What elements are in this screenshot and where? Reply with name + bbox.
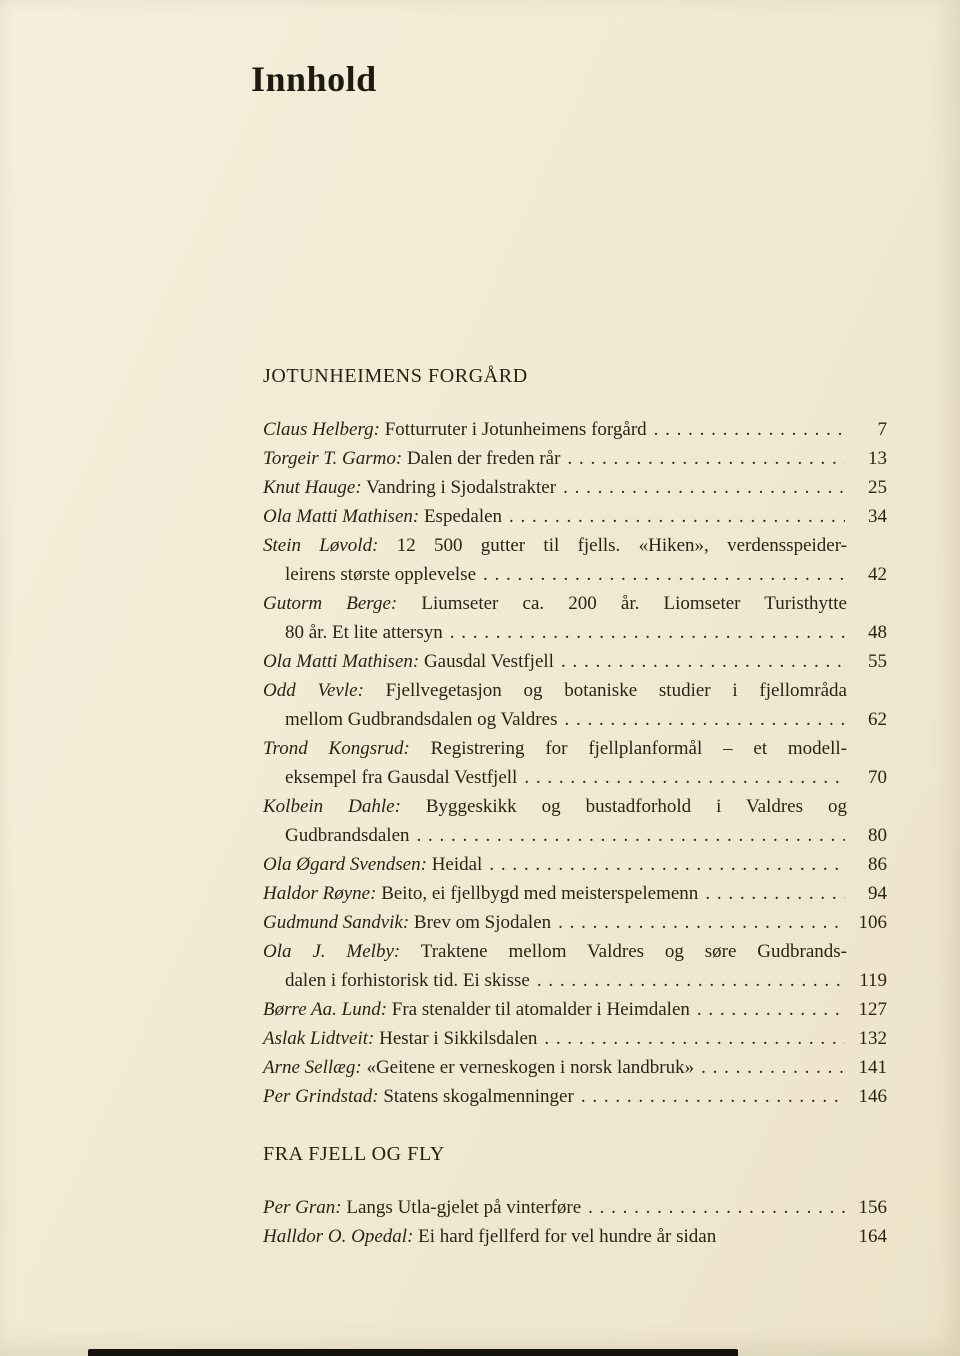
entry-line bbox=[263, 560, 887, 589]
entry-text: Ola Matti Mathisen: Gausdal Vestfjell bbox=[263, 651, 554, 672]
entry-page-number: 127 bbox=[858, 999, 887, 1020]
toc-entry bbox=[263, 937, 887, 995]
entry-line bbox=[263, 1082, 887, 1111]
entry-line bbox=[263, 879, 887, 908]
entry-line bbox=[263, 676, 887, 705]
entry-author: Kolbein Dahle: bbox=[263, 796, 401, 817]
dot-leader bbox=[558, 908, 845, 937]
toc-entry bbox=[263, 879, 887, 908]
entry-line bbox=[263, 444, 887, 473]
toc-entry bbox=[263, 1053, 887, 1082]
dot-leader bbox=[567, 444, 845, 473]
entry-line bbox=[263, 792, 887, 821]
table-of-contents bbox=[263, 364, 887, 1251]
entry-author: Haldor Røyne: bbox=[263, 883, 377, 904]
dot-leader bbox=[483, 560, 845, 589]
entry-author: Knut Hauge: bbox=[263, 477, 362, 498]
toc-section bbox=[263, 364, 887, 1111]
toc-entry bbox=[263, 444, 887, 473]
entry-text: Ola Øgard Svendsen: Heidal bbox=[263, 854, 483, 875]
entry-text: dalen i forhistorisk tid. Ei skisse bbox=[285, 970, 530, 991]
entry-author: Claus Helberg: bbox=[263, 419, 380, 440]
entry-text: Børre Aa. Lund: Fra stenalder til atomalder i Heimdalen bbox=[263, 999, 690, 1020]
entry-text: Knut Hauge: Vandring i Sjodalstrakter bbox=[263, 477, 557, 498]
entry-text: Gudmund Sandvik: Brev om Sjodalen bbox=[263, 912, 552, 933]
entry-line bbox=[263, 415, 887, 444]
toc-entry bbox=[263, 1193, 887, 1222]
entry-text: Haldor Røyne: Beito, ei fjellbygd med meisterspelemenn bbox=[263, 883, 699, 904]
entry-page-number: 7 bbox=[877, 419, 887, 440]
entry-page-number: 42 bbox=[868, 564, 887, 585]
toc-entry bbox=[263, 415, 887, 444]
entry-line bbox=[263, 618, 887, 647]
dot-leader bbox=[564, 705, 845, 734]
entry-text: Arne Sellæg: «Geitene er verneskogen i norsk landbruk» bbox=[263, 1057, 695, 1078]
entry-page-number: 164 bbox=[858, 1226, 887, 1247]
entry-text: Trond Kongsrud: Registrering for fjellplanformål – et modell- bbox=[263, 738, 848, 759]
entry-text: Per Gran: Langs Utla-gjelet på vinterføre bbox=[263, 1197, 582, 1218]
scan-edge-artifact bbox=[88, 1349, 738, 1356]
entry-line bbox=[263, 908, 887, 937]
toc-entry bbox=[263, 1082, 887, 1111]
entry-text: Ola Matti Mathisen: Espedalen bbox=[263, 506, 503, 527]
toc-entry bbox=[263, 792, 887, 850]
entry-author: Ola J. Melby: bbox=[263, 941, 401, 962]
page-title: Innhold bbox=[251, 59, 377, 99]
dot-leader bbox=[701, 1053, 845, 1082]
entry-author: Per Grindstad: bbox=[263, 1086, 379, 1107]
entry-line bbox=[263, 502, 887, 531]
entry-line bbox=[263, 1222, 887, 1251]
entry-page-number: 94 bbox=[868, 883, 887, 904]
entry-text: 80 år. Et lite attersyn bbox=[285, 622, 443, 643]
entry-line bbox=[263, 1024, 887, 1053]
entry-line bbox=[263, 589, 887, 618]
entry-author: Ola Matti Mathisen: bbox=[263, 651, 420, 672]
entry-page-number: 55 bbox=[868, 651, 887, 672]
entry-text: Aslak Lidtveit: Hestar i Sikkilsdalen bbox=[263, 1028, 538, 1049]
entry-text: Torgeir T. Garmo: Dalen der freden rår bbox=[263, 448, 561, 469]
entry-line bbox=[263, 1193, 887, 1222]
entry-text: leirens største opplevelse bbox=[285, 564, 477, 585]
entry-page-number: 70 bbox=[868, 767, 887, 788]
entry-line bbox=[263, 705, 887, 734]
entry-author: Gudmund Sandvik: bbox=[263, 912, 410, 933]
section-heading: FRA FJELL OG FLY bbox=[263, 1143, 445, 1165]
entry-text: Claus Helberg: Fotturruter i Jotunheimens forgård bbox=[263, 419, 647, 440]
entry-line bbox=[263, 734, 887, 763]
section-heading: JOTUNHEIMENS FORGÅRD bbox=[263, 365, 528, 387]
entry-text: Ola J. Melby: Traktene mellom Valdres og søre Gudbrands- bbox=[263, 941, 848, 962]
entry-author: Arne Sellæg: bbox=[263, 1057, 362, 1078]
entry-page-number: 86 bbox=[868, 854, 887, 875]
entry-page-number: 106 bbox=[858, 912, 887, 933]
toc-entry bbox=[263, 531, 887, 589]
toc-entry bbox=[263, 676, 887, 734]
entry-page-number: 25 bbox=[868, 477, 887, 498]
toc-section bbox=[263, 1142, 887, 1251]
entry-line bbox=[263, 937, 887, 966]
dot-leader bbox=[705, 879, 845, 908]
entry-page-number: 141 bbox=[858, 1057, 887, 1078]
toc-entry bbox=[263, 473, 887, 502]
dot-leader bbox=[489, 850, 845, 879]
toc-entry bbox=[263, 908, 887, 937]
entry-line bbox=[263, 647, 887, 676]
toc-entry bbox=[263, 1222, 887, 1251]
entry-text: Stein Løvold: 12 500 gutter til fjells. «Hiken», verdensspeider- bbox=[263, 535, 847, 556]
dot-leader bbox=[654, 415, 845, 444]
entry-text: mellom Gudbrandsdalen og Valdres bbox=[285, 709, 558, 730]
entry-page-number: 34 bbox=[868, 506, 887, 527]
entry-line bbox=[263, 763, 887, 792]
dot-leader bbox=[509, 502, 845, 531]
entry-page-number: 119 bbox=[859, 970, 887, 991]
dot-leader bbox=[697, 995, 845, 1024]
dot-leader bbox=[524, 763, 845, 792]
toc-entry bbox=[263, 647, 887, 676]
entry-line bbox=[263, 821, 887, 850]
entry-text: Odd Vevle: Fjellvegetasjon og botaniske studier i fjellområda bbox=[263, 680, 847, 701]
entry-page-number: 62 bbox=[868, 709, 887, 730]
entry-page-number: 13 bbox=[868, 448, 887, 469]
toc-entry bbox=[263, 734, 887, 792]
entry-author: Ola Matti Mathisen: bbox=[263, 506, 420, 527]
entry-page-number: 132 bbox=[858, 1028, 887, 1049]
entry-page-number: 48 bbox=[868, 622, 887, 643]
entry-line bbox=[263, 531, 887, 560]
dot-leader bbox=[537, 966, 845, 995]
entry-line bbox=[263, 1053, 887, 1082]
entry-page-number: 80 bbox=[868, 825, 887, 846]
entry-author: Per Gran: bbox=[263, 1197, 342, 1218]
entry-author: Gutorm Berge: bbox=[263, 593, 398, 614]
dot-leader bbox=[561, 647, 845, 676]
entry-author: Stein Løvold: bbox=[263, 535, 379, 556]
dot-leader bbox=[544, 1024, 845, 1053]
entry-author: Trond Kongsrud: bbox=[263, 738, 410, 759]
dot-leader bbox=[417, 821, 845, 850]
entry-author: Torgeir T. Garmo: bbox=[263, 448, 403, 469]
entry-line bbox=[263, 473, 887, 502]
entry-text: Gutorm Berge: Liumseter ca. 200 år. Liomseter Turisthytte bbox=[263, 593, 847, 614]
dot-leader bbox=[581, 1082, 845, 1111]
entry-page-number: 156 bbox=[858, 1197, 887, 1218]
toc-entry bbox=[263, 850, 887, 879]
entry-text: eksempel fra Gausdal Vestfjell bbox=[285, 767, 518, 788]
toc-entry bbox=[263, 502, 887, 531]
entry-line bbox=[263, 966, 887, 995]
entry-author: Ola Øgard Svendsen: bbox=[263, 854, 427, 875]
dot-leader bbox=[563, 473, 845, 502]
entry-author: Børre Aa. Lund: bbox=[263, 999, 388, 1020]
toc-entry bbox=[263, 1024, 887, 1053]
toc-entry bbox=[263, 995, 887, 1024]
entry-page-number: 146 bbox=[858, 1086, 887, 1107]
entry-text: Kolbein Dahle: Byggeskikk og bustadforhold i Valdres og bbox=[263, 796, 847, 817]
entry-text: Per Grindstad: Statens skogalmenninger bbox=[263, 1086, 574, 1107]
entry-author: Odd Vevle: bbox=[263, 680, 364, 701]
entry-line bbox=[263, 995, 887, 1024]
entry-line bbox=[263, 850, 887, 879]
entry-text: Gudbrandsdalen bbox=[285, 825, 410, 846]
toc-entry bbox=[263, 589, 887, 647]
dot-leader bbox=[588, 1193, 845, 1222]
entry-text: Halldor O. Opedal: Ei hard fjellferd for vel hundre år sidan bbox=[263, 1226, 717, 1247]
dot-leader bbox=[450, 618, 845, 647]
entry-author: Aslak Lidtveit: bbox=[263, 1028, 375, 1049]
entry-author: Halldor O. Opedal: bbox=[263, 1226, 414, 1247]
